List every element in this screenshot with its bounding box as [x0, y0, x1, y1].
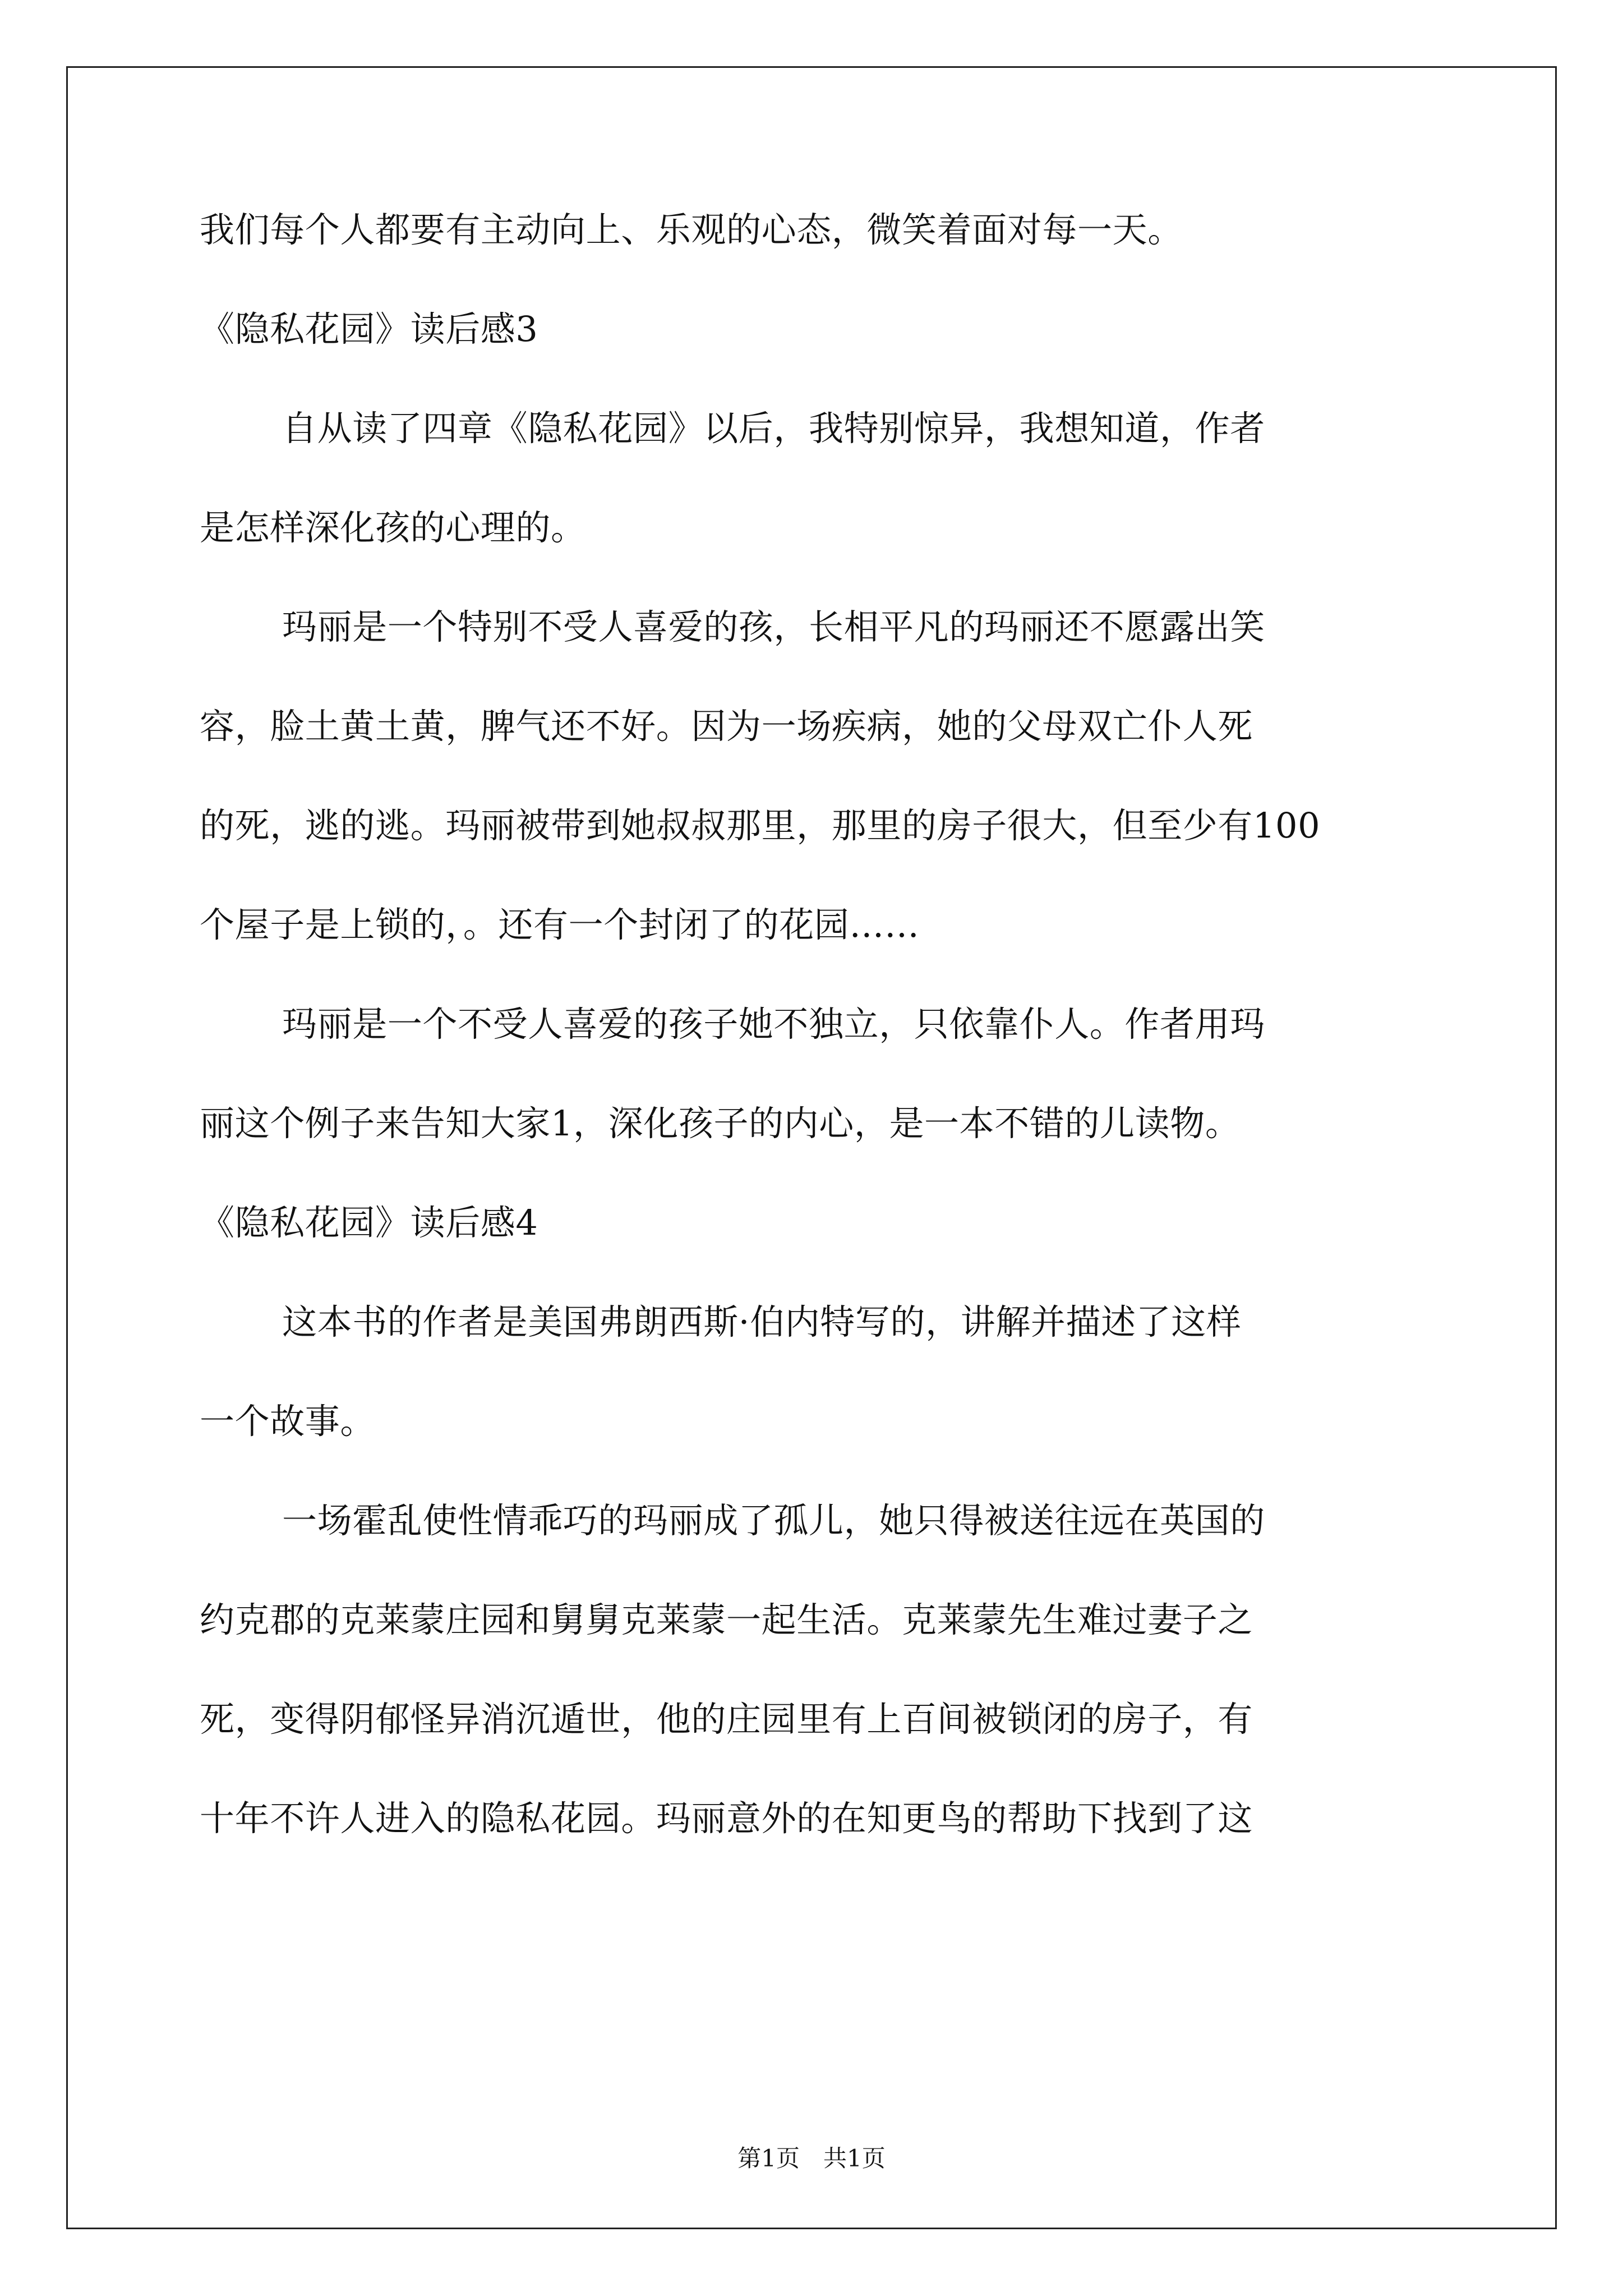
text-line: 我们每个人都要有主动向上、乐观的心态，微笑着面对每一天。	[200, 209, 1183, 250]
text-line: 这本书的作者是美国弗朗西斯·伯内特写的，讲解并描述了这样	[282, 1301, 1242, 1342]
text-line: 十年不许人进入的隐私花园。玛丽意外的在知更鸟的帮助下找到了这	[200, 1798, 1253, 1839]
page-total: 共1页	[823, 2145, 886, 2172]
text-line: 约克郡的克莱蒙庄园和舅舅克莱蒙一起生活。克莱蒙先生难过妻子之	[200, 1599, 1253, 1640]
section-heading: 《隐私花园》读后感3	[200, 309, 538, 349]
section-heading: 《隐私花园》读后感4	[200, 1202, 538, 1243]
text-line: 丽这个例子来告知大家1，深化孩子的内心，是一本不错的儿读物。	[200, 1103, 1241, 1144]
text-line: 自从读了四章《隐私花园》以后，我特别惊异，我想知道，作者	[282, 408, 1265, 449]
text-line: 一场霍乱使性情乖巧的玛丽成了孤儿，她只得被送往远在英国的	[282, 1500, 1265, 1541]
text-line: 个屋子是上锁的，。还有一个封闭了的花园……	[200, 904, 920, 945]
page-number: 第1页	[737, 2145, 800, 2172]
text-line: 玛丽是一个特别不受人喜爱的孩，长相平凡的玛丽还不愿露出笑	[282, 606, 1265, 647]
text-line: 玛丽是一个不受人喜爱的孩子她不独立，只依靠仆人。作者用玛	[282, 1004, 1265, 1045]
text-line: 一个故事。	[200, 1401, 376, 1442]
text-line: 的死，逃的逃。玛丽被带到她叔叔那里，那里的房子很大，但至少有100	[200, 805, 1321, 846]
text-line: 容，脸土黄土黄，脾气还不好。因为一场疾病，她的父母双亡仆人死	[200, 706, 1253, 747]
text-line: 死，变得阴郁怪异消沉遁世，他的庄园里有上百间被锁闭的房子，有	[200, 1699, 1253, 1740]
text-line: 是怎样深化孩的心理的。	[200, 507, 586, 548]
document-body	[200, 208, 1431, 1895]
page-footer	[0, 2143, 1623, 2174]
